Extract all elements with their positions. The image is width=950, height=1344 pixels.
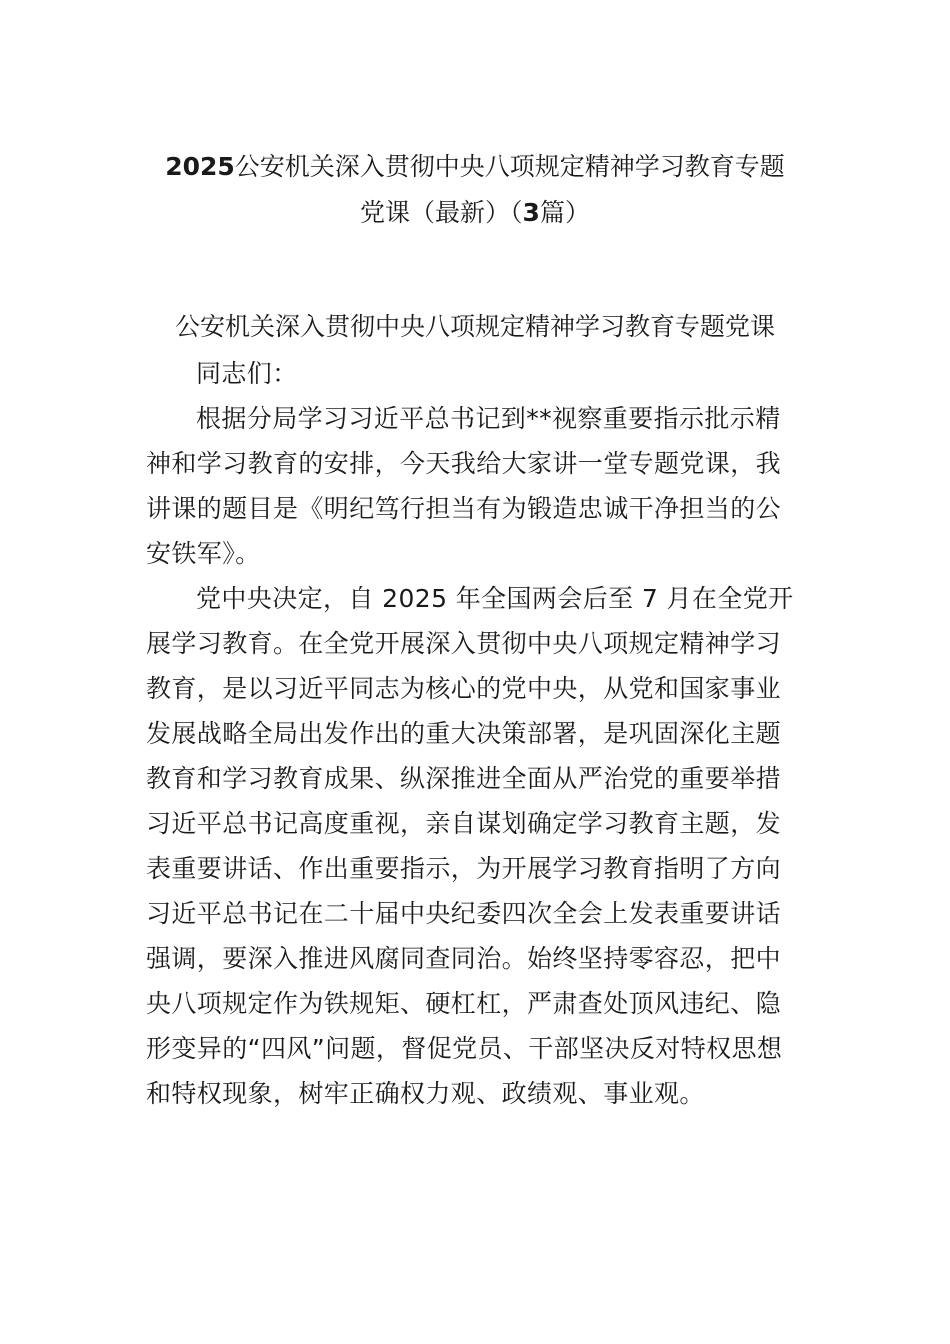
paragraph-2-line: 教育和学习教育成果、纵深推进全面从严治党的重要举措: [146, 764, 782, 793]
paragraph-2-line: 和特权现象，树牢正确权力观、政绩观、事业观。: [146, 1079, 705, 1108]
document-title-line-1: [120, 154, 830, 179]
paragraph-1-line: 根据分局学习习近平总书记到**视察重要指示批示精: [196, 404, 781, 433]
paragraph-2-line: 强调，要深入推进风腐同查同治。始终坚持零容忍，把中: [146, 944, 782, 973]
title-text: 公安机关深入贯彻中央八项规定精神学习教育专题: [234, 152, 785, 181]
title-line2-prefix: 党课（最新）（: [360, 198, 523, 227]
greeting: 同志们：: [196, 359, 298, 388]
paragraph-2-line: 教育，是以习近平同志为核心的党中央，从党和国家事业: [146, 674, 782, 703]
paragraph-2-line: 习近平总书记高度重视，亲自谋划确定学习教育主题，发: [146, 809, 782, 838]
paragraph-2-line: 形变异的“四风”问题，督促党员、干部坚决反对特权思想: [146, 1034, 783, 1063]
paragraph-2-line: 党中央决定，自 2025 年全国两会后至 7 月在全党开: [196, 584, 794, 613]
document-title-line-2: [120, 200, 830, 225]
paragraph-1-line: 神和学习教育的安排，今天我给大家讲一堂专题党课，我: [146, 449, 782, 478]
title-count: 3: [522, 198, 540, 227]
paragraph-2-line: 央八项规定作为铁规矩、硬杠杠，严肃查处顶风违纪、隐: [146, 989, 782, 1018]
paragraph-2-line: 发展战略全局出发作出的重大决策部署，是巩固深化主题: [146, 719, 782, 748]
section-subtitle: 公安机关深入贯彻中央八项规定精神学习教育专题党课: [174, 312, 775, 341]
paragraph-1-line: 讲课的题目是《明纪笃行担当有为锻造忠诚干净担当的公: [146, 494, 782, 523]
paragraph-1-line: 安铁军》。: [146, 539, 261, 568]
paragraph-2-line: 表重要讲话、作出重要指示，为开展学习教育指明了方向: [146, 854, 782, 883]
paragraph-2-line: 展学习教育。在全党开展深入贯彻中央八项规定精神学习: [146, 629, 782, 658]
title-year: 2025: [165, 152, 235, 181]
paragraph-2-line: 习近平总书记在二十届中央纪委四次全会上发表重要讲话: [146, 899, 782, 928]
title-line2-suffix: 篇）: [539, 198, 590, 227]
